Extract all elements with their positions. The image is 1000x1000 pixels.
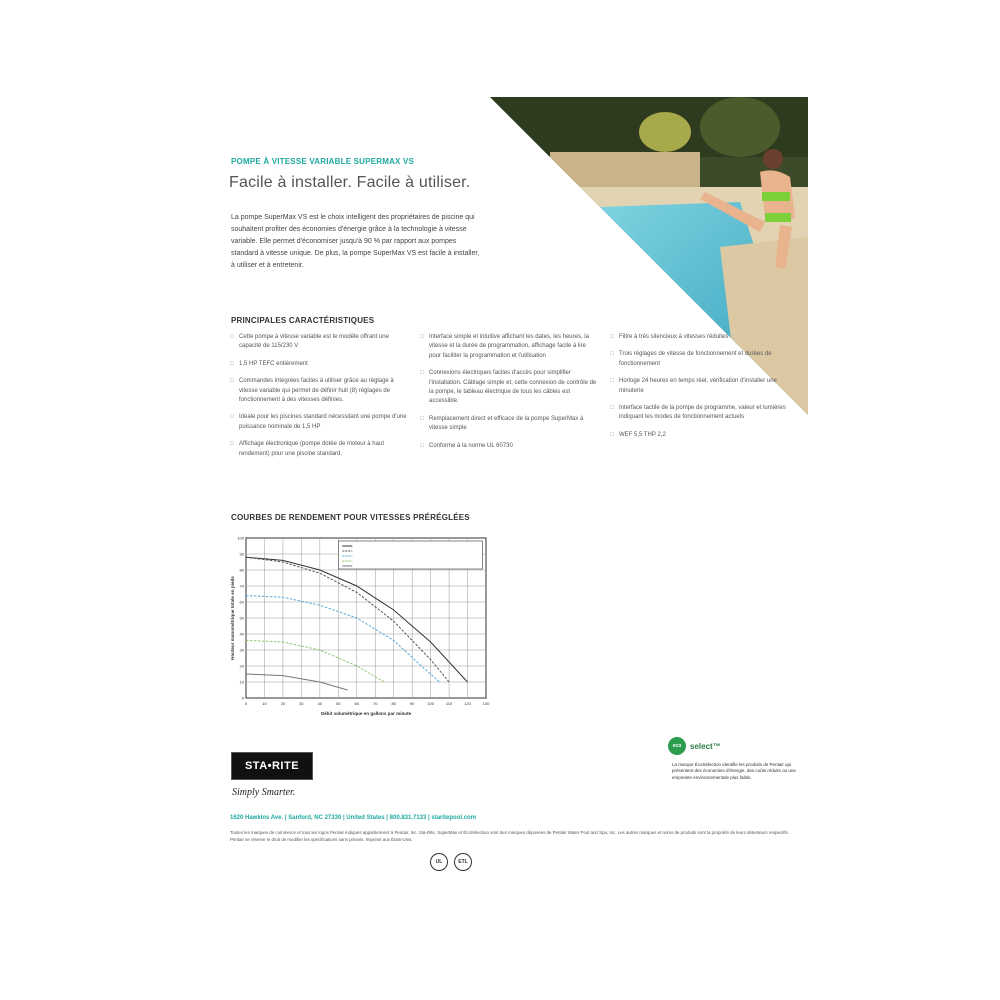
y-tick-label: 40 bbox=[239, 631, 244, 637]
y-tick-label: 20 bbox=[239, 663, 244, 669]
certification-marks bbox=[430, 853, 472, 871]
x-tick-label: 80 bbox=[391, 701, 396, 706]
x-tick-label: 100 bbox=[427, 701, 434, 706]
sta-rite-logo: STA•RITE bbox=[231, 752, 313, 780]
feature-item: □ Cette pompe à vitesse variable est le modèle offrant une capacité de 115/230 V bbox=[230, 333, 408, 352]
feature-item: □ Conforme à la norme UL 60730 bbox=[420, 442, 598, 451]
x-tick-label: 40 bbox=[317, 701, 323, 706]
brand-tagline: Simply Smarter. bbox=[232, 787, 296, 798]
feature-item: □ 1,5 HP TEFC entièrement bbox=[230, 360, 408, 369]
y-axis-label: Hauteur manométrique totale en pieds bbox=[230, 576, 235, 660]
features-title: PRINCIPALES CARACTÉRISTIQUES bbox=[231, 316, 375, 325]
x-tick-label: 90 bbox=[409, 701, 415, 706]
y-tick-label: 30 bbox=[239, 647, 244, 653]
feature-item: □ Remplacement direct et efficace de la pompe SuperMax à vitesse simple bbox=[420, 415, 598, 434]
feature-item: □ Filtre à très silencieux à vitesses réduites bbox=[610, 333, 788, 342]
feature-item: □ Horloge 24 heures en temps réel, vérification d'installer une minuterie bbox=[610, 377, 788, 396]
chart-section-title: COURBES DE RENDEMENT POUR VITESSES PRÉRÉGLÉES bbox=[231, 513, 470, 522]
y-tick-label: 60 bbox=[239, 599, 244, 605]
eco-select-logo bbox=[668, 737, 721, 755]
feature-item: □ Interface tactile de la pompe de programme, valeur et lumières indiquant les modes de fonctionnement actuels bbox=[610, 404, 788, 423]
feature-item: □ Interface simple et intuitive affichant les dates, les heures, la vitesse et la durée de programmation, affichage facile à lire pour faciliter la programmation et l'utilisation bbox=[420, 333, 598, 361]
performance-chart bbox=[230, 530, 495, 720]
ul-cert-icon: UL bbox=[430, 853, 448, 871]
feature-item: □ Affichage électronique (pompe dotée de moteur à haut rendement) pour une piscine standard. bbox=[230, 440, 408, 459]
y-tick-label: 70 bbox=[239, 583, 244, 589]
feature-item: □ WEF 5,5 THP 2,2 bbox=[610, 431, 788, 440]
y-tick-label: 50 bbox=[239, 615, 244, 621]
x-tick-label: 20 bbox=[280, 701, 286, 706]
x-tick-label: 50 bbox=[336, 701, 341, 706]
x-tick-label: 130 bbox=[482, 701, 490, 706]
intro-paragraph: La pompe SuperMax VS est le choix intelligent des propriétaires de piscine qui souhaitent profiter des économies d'énergie grâce à la technologie à vitesse variable. Elle permet d'économiser jusqu'à 90 % par rapport aux pompes standard à vitesse unique. De plus, la pompe SuperMax VS est facile à installer, à utiliser et à entretenir. bbox=[231, 214, 480, 269]
feature-item: □ Idéale pour les piscines standard nécessitant une pompe d'une puissance nominale de 1,5 HP bbox=[230, 413, 408, 432]
x-tick-label: 70 bbox=[373, 701, 378, 706]
x-axis-label: Débit volumétrique en gallons par minute bbox=[320, 711, 412, 716]
y-tick-label: 10 bbox=[239, 679, 244, 685]
eco-select-word: select™ bbox=[690, 741, 721, 751]
x-tick-label: 0 bbox=[244, 701, 248, 706]
legal-text: Toutes les marques de commerce et tous les logos Pentair indiqués appartiennent à Pentair, Inc. Sta-Rite, SuperMax et ÉcoSélection sont des marques déposées de Pentair Water Pool and Spa, Inc. Les autres marques et noms de produits sont la propriété de leurs détenteurs respectifs. Pentair se réserve le droit de modifier les spécifications sans préavis. Imprimé aux États-Unis. bbox=[230, 830, 789, 842]
feature-item: □ Connexions électriques faciles d'accès pour simplifier l'installation. Câblage simple et, cette connexion de contrôle de la pompe, le tableau électrique de tous les câbles est accessible. bbox=[420, 369, 598, 407]
y-tick-label: 100 bbox=[237, 535, 244, 541]
etl-cert-icon: ETL bbox=[454, 853, 472, 871]
x-tick-label: 30 bbox=[299, 701, 304, 706]
x-tick-label: 60 bbox=[354, 701, 359, 706]
y-tick-label: 80 bbox=[239, 567, 244, 573]
eco-leaf-icon: eco bbox=[668, 737, 686, 755]
features-column-3 bbox=[610, 333, 788, 467]
contact-line: 1620 Hawkins Ave. | Sanford, NC 27330 | United States | 800.831.7133 | staritepool.com bbox=[230, 815, 477, 821]
page-headline: Facile à installer. Facile à utiliser. bbox=[229, 174, 471, 191]
x-tick-label: 110 bbox=[445, 701, 453, 706]
legend-box bbox=[338, 541, 482, 569]
feature-item: □ Trois réglages de vitesse de fonctionnement et durées de fonctionnement bbox=[610, 350, 788, 369]
performance-chart-svg bbox=[230, 530, 495, 720]
features-column-2 bbox=[420, 333, 598, 467]
features-columns bbox=[230, 333, 795, 467]
y-tick-label: 0 bbox=[241, 695, 244, 701]
product-eyebrow: POMPE À VITESSE VARIABLE SUPERMAX VS bbox=[231, 157, 415, 166]
features-column-1 bbox=[230, 333, 408, 467]
y-tick-label: 90 bbox=[239, 551, 244, 557]
eco-select-description: La marque ÉcoSélection identifie les produits de Pentair qui présentent des économies d'énergie, des coûts réduits ou une empreinte environnementale plus faible. bbox=[672, 762, 796, 780]
feature-item: □ Commandes intégrées faciles à utiliser grâce au réglage à vitesse variable qui permet de définir huit (8) réglages de fonctionnement à des vitesses définies. bbox=[230, 377, 408, 405]
x-tick-label: 10 bbox=[262, 701, 267, 706]
x-tick-label: 120 bbox=[464, 701, 471, 706]
